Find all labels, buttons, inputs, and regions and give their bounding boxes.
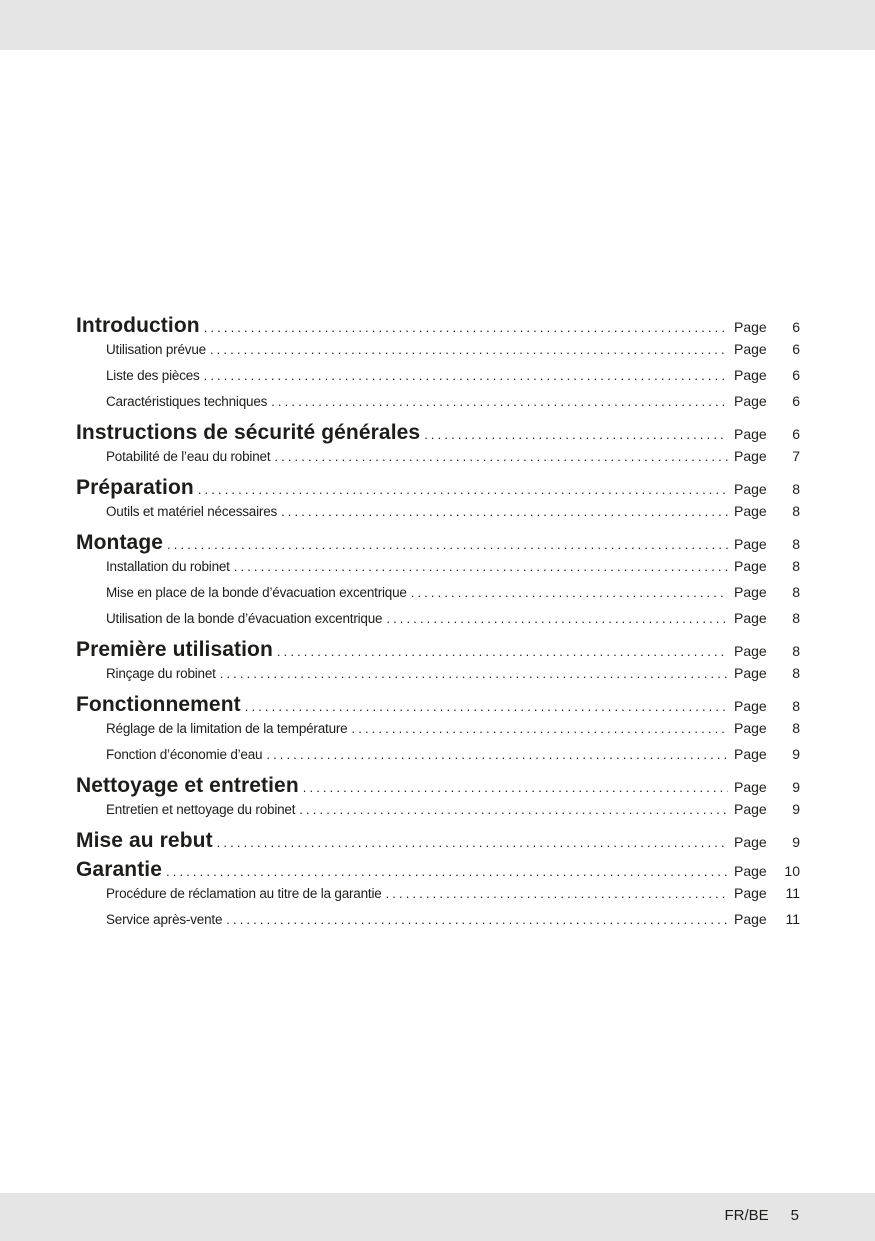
toc-entry-title: Introduction: [76, 314, 200, 337]
toc-subentry: [76, 448, 800, 474]
toc-entry-title: Préparation: [76, 476, 194, 499]
toc-entry: [76, 312, 800, 341]
dot-leader: [382, 886, 728, 901]
toc-page-number: 7: [792, 448, 800, 464]
toc-page-number: 8: [792, 584, 800, 600]
toc-entry-title: Réglage de la limitation de la température: [106, 721, 348, 736]
toc-subentry: [76, 610, 800, 636]
dot-leader: [382, 611, 728, 626]
toc-page-number: 11: [785, 885, 800, 901]
toc-subentry: [76, 720, 800, 746]
dot-leader: [194, 482, 728, 497]
toc-page-number: 8: [792, 503, 800, 519]
toc-entry: [76, 856, 800, 885]
toc-entry: [76, 474, 800, 503]
toc-entry-title: Première utilisation: [76, 638, 273, 661]
toc-page-label: Page: [734, 801, 767, 817]
dot-leader: [163, 537, 728, 552]
toc-page-label: Page: [734, 558, 767, 574]
dot-leader: [273, 644, 728, 659]
toc-subentry: [76, 801, 800, 827]
toc-page-label: Page: [734, 393, 767, 409]
toc-page-label: Page: [734, 426, 767, 442]
toc-subentry: [76, 558, 800, 584]
toc-entry: [76, 636, 800, 665]
toc-page-label: Page: [734, 911, 767, 927]
toc-entry-title: Utilisation prévue: [106, 342, 206, 357]
toc-page-label: Page: [734, 319, 767, 335]
dot-leader: [200, 320, 728, 335]
toc-subentry: [76, 393, 800, 419]
toc-entry-title: Rinçage du robinet: [106, 666, 216, 681]
dot-leader: [216, 666, 728, 681]
toc-page-label: Page: [734, 341, 767, 357]
toc-entry-title: Utilisation de la bonde d’évacuation excentrique: [106, 611, 383, 626]
dot-leader: [262, 747, 728, 762]
toc-entry-title: Procédure de réclamation au titre de la garantie: [106, 886, 382, 901]
toc-entry-title: Potabilité de l’eau du robinet: [106, 449, 271, 464]
toc-page-label: Page: [734, 665, 767, 681]
toc-page-number: 6: [792, 393, 800, 409]
toc-entry-title: Entretien et nettoyage du robinet: [106, 802, 296, 817]
toc-entry-title: Fonction d’économie d’eau: [106, 747, 263, 762]
toc-page-label: Page: [734, 536, 767, 552]
toc-page-number: 9: [792, 779, 800, 795]
toc-page-number: 8: [792, 720, 800, 736]
toc-page-label: Page: [734, 746, 767, 762]
toc-entry-title: Caractéristiques techniques: [106, 394, 268, 409]
toc-subentry: [76, 885, 800, 911]
footer-locale: FR/BE: [724, 1207, 769, 1224]
toc-page-label: Page: [734, 779, 767, 795]
dot-leader: [267, 394, 728, 409]
toc-page-label: Page: [734, 367, 767, 383]
toc-entry: [76, 419, 800, 448]
dot-leader: [295, 802, 728, 817]
dot-leader: [213, 835, 728, 850]
toc-page-label: Page: [734, 698, 767, 714]
toc-page-number: 9: [792, 746, 800, 762]
toc-page-number: 8: [792, 536, 800, 552]
toc-page-number: 6: [792, 319, 800, 335]
dot-leader: [162, 864, 728, 879]
header-band: [0, 0, 875, 50]
toc-page-label: Page: [734, 610, 767, 626]
toc-entry-title: Mise au rebut: [76, 829, 213, 852]
toc-entry-title: Liste des pièces: [106, 368, 200, 383]
toc-entry-title: Nettoyage et entretien: [76, 774, 299, 797]
toc-entry-title: Montage: [76, 531, 164, 554]
toc-page-label: Page: [734, 643, 767, 659]
toc-page-number: 10: [784, 863, 800, 879]
dot-leader: [299, 780, 728, 795]
dot-leader: [200, 368, 728, 383]
toc-entry-title: Service après-vente: [106, 912, 223, 927]
toc-page-number: 8: [792, 698, 800, 714]
toc-page-label: Page: [734, 834, 767, 850]
toc-page-number: 6: [792, 341, 800, 357]
toc-page-number: 8: [792, 558, 800, 574]
toc-page-label: Page: [734, 863, 767, 879]
toc-page-label: Page: [734, 885, 767, 901]
toc-page-number: 8: [792, 665, 800, 681]
toc-entry-title: Mise en place de la bonde d’évacuation excentrique: [106, 585, 407, 600]
toc-entry: [76, 691, 800, 720]
toc-entry: [76, 827, 800, 856]
dot-leader: [407, 585, 728, 600]
dot-leader: [222, 912, 728, 927]
toc-page-number: 11: [785, 911, 800, 927]
toc-page-number: 6: [792, 367, 800, 383]
toc-page-label: Page: [734, 448, 767, 464]
toc-page-number: 8: [792, 643, 800, 659]
toc-page-number: 8: [792, 481, 800, 497]
footer-page-number: 5: [790, 1207, 799, 1224]
toc-entry-title: Fonctionnement: [76, 693, 241, 716]
toc-entry-title: Installation du robinet: [106, 559, 230, 574]
toc-entry-title: Instructions de sécurité générales: [76, 421, 421, 444]
dot-leader: [206, 342, 728, 357]
page-footer: [724, 1207, 799, 1224]
toc-page-label: Page: [734, 720, 767, 736]
dot-leader: [348, 721, 729, 736]
toc-entry-title: Garantie: [76, 858, 162, 881]
toc-entry: [76, 772, 800, 801]
toc-page-number: 9: [792, 834, 800, 850]
toc-subentry: [76, 746, 800, 772]
toc-page-number: 9: [792, 801, 800, 817]
toc-page-label: Page: [734, 481, 767, 497]
toc-page-number: 6: [792, 426, 800, 442]
toc-page-number: 8: [792, 610, 800, 626]
toc-subentry: [76, 503, 800, 529]
dot-leader: [241, 699, 728, 714]
dot-leader: [270, 449, 728, 464]
toc-subentry: [76, 367, 800, 393]
toc-subentry: [76, 584, 800, 610]
dot-leader: [277, 504, 728, 519]
dot-leader: [420, 427, 728, 442]
toc-page-label: Page: [734, 584, 767, 600]
toc-page-label: Page: [734, 503, 767, 519]
toc-subentry: [76, 911, 800, 937]
toc-entry-title: Outils et matériel nécessaires: [106, 504, 278, 519]
table-of-contents: [76, 312, 800, 937]
toc-subentry: [76, 341, 800, 367]
toc-subentry: [76, 665, 800, 691]
dot-leader: [230, 559, 728, 574]
toc-entry: [76, 529, 800, 558]
